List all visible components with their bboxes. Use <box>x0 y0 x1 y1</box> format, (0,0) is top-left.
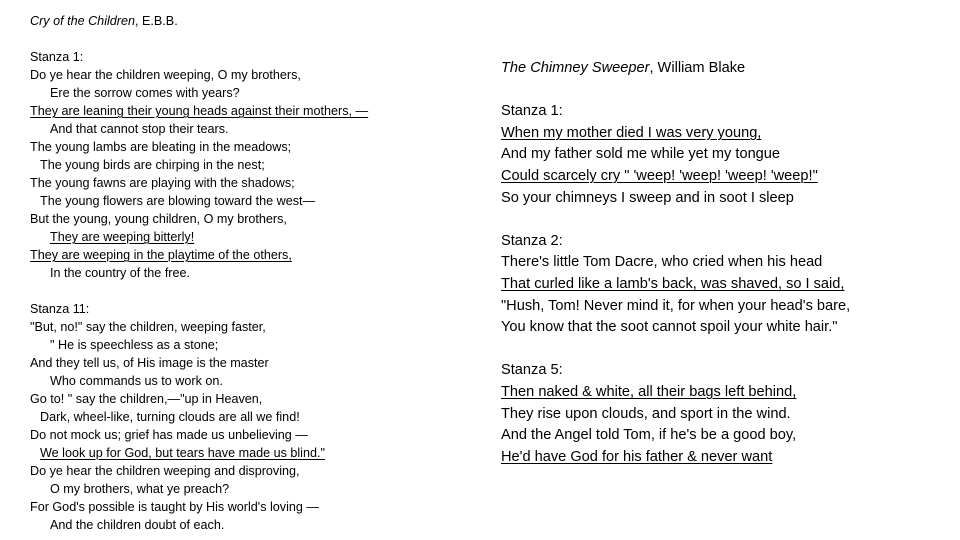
poem-line: Ere the sorrow comes with years? <box>50 86 240 100</box>
poem-line: The young fawns are playing with the shadows; <box>30 176 295 190</box>
right-stanza-1 <box>501 101 941 209</box>
poem-line: O my brothers, what ye preach? <box>50 482 230 496</box>
left-poem-author: , E.B.B. <box>135 14 178 28</box>
poem-line: The young lambs are bleating in the meadows; <box>30 140 292 154</box>
stanza-heading: Stanza 1: <box>501 103 563 120</box>
poem-line: So your chimneys I sweep and in soot I sleep <box>501 189 794 206</box>
left-stanza-1 <box>30 48 470 282</box>
poem-line-underlined: When my mother died I was very young, <box>501 124 762 141</box>
poem-line: Who commands us to work on. <box>50 374 223 388</box>
poem-line: " He is speechless as a stone; <box>50 338 219 352</box>
right-stanza-5 <box>501 360 941 468</box>
poem-line: You know that the soot cannot spoil your white hair." <box>501 319 838 336</box>
poem-line: And that cannot stop their tears. <box>50 122 229 136</box>
poem-line: And my father sold me while yet my tongue <box>501 146 781 163</box>
poem-line-underlined: They are leaning their young heads against their mothers, — <box>30 104 369 118</box>
left-poem-column <box>30 12 470 534</box>
poem-line-underlined: Then naked & white, all their bags left behind, <box>501 383 797 400</box>
left-poem-header <box>30 12 470 30</box>
poem-line-underlined: Could scarcely cry " 'weep! 'weep! 'weep! 'weep!" <box>501 167 818 184</box>
poem-line-underlined: They are weeping bitterly! <box>50 230 195 244</box>
stanza-heading: Stanza 11: <box>30 302 90 316</box>
poem-line: And the children doubt of each. <box>50 518 225 532</box>
poem-line: They rise upon clouds, and sport in the wind. <box>501 405 791 422</box>
poem-line: The young flowers are blowing toward the west— <box>40 194 316 208</box>
poem-line: Do ye hear the children weeping and disproving, <box>30 464 300 478</box>
poem-line-underlined: That curled like a lamb's back, was shaved, so I said, <box>501 275 845 292</box>
right-poem-header <box>501 58 941 80</box>
right-stanza-2 <box>501 231 941 339</box>
poem-line: And the Angel told Tom, if he's be a good boy, <box>501 427 797 444</box>
poem-line: Dark, wheel-like, turning clouds are all we find! <box>40 410 300 424</box>
poem-line-underlined: They are weeping in the playtime of the others, <box>30 248 292 262</box>
left-stanza-11 <box>30 300 470 534</box>
poem-line: For God's possible is taught by His world's loving — <box>30 500 319 514</box>
poem-line: "But, no!" say the children, weeping faster, <box>30 320 266 334</box>
poem-line-underlined: We look up for God, but tears have made us blind." <box>40 446 325 460</box>
right-poem-column <box>501 58 941 468</box>
poem-line: Do not mock us; grief has made us unbelieving — <box>30 428 308 442</box>
poem-line: There's little Tom Dacre, who cried when his head <box>501 254 823 271</box>
poem-line: In the country of the free. <box>50 266 191 280</box>
left-poem-title: Cry of the Children <box>30 14 135 28</box>
poem-line: The young birds are chirping in the nest; <box>40 158 265 172</box>
right-poem-author: , William Blake <box>649 60 746 76</box>
poem-line: And they tell us, of His image is the master <box>30 356 269 370</box>
poem-line: Go to! " say the children,—"up in Heaven, <box>30 392 263 406</box>
stanza-heading: Stanza 2: <box>501 232 563 249</box>
poem-line: But the young, young children, O my brothers, <box>30 212 287 226</box>
stanza-heading: Stanza 1: <box>30 50 84 64</box>
poem-line-underlined: He'd have God for his father & never want <box>501 448 773 465</box>
poem-line: Do ye hear the children weeping, O my brothers, <box>30 68 301 82</box>
right-poem-title: The Chimney Sweeper <box>501 60 650 76</box>
poem-line: "Hush, Tom! Never mind it, for when your head's bare, <box>501 297 851 314</box>
stanza-heading: Stanza 5: <box>501 362 563 379</box>
